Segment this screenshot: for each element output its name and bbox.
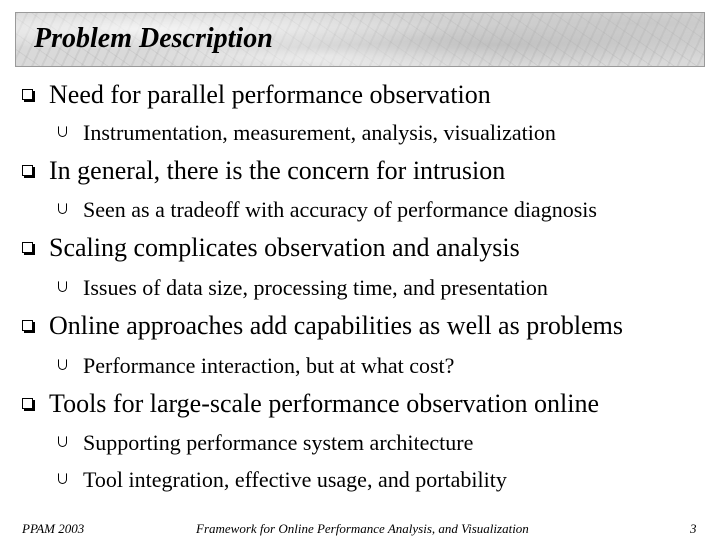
bullet-2-sub-1 — [58, 197, 597, 223]
footer-conference: PPAM 2003 — [22, 521, 85, 536]
square-bullet-icon — [22, 320, 33, 331]
bullet-1-text: Need for parallel performance observation — [49, 80, 491, 109]
bullet-2-sub-1-text: Seen as a tradeoff with accuracy of performance diagnosis — [83, 197, 597, 222]
bullet-3 — [22, 233, 520, 263]
bullet-1-sub-1 — [58, 120, 556, 146]
bullet-5 — [22, 389, 599, 419]
bullet-2-text: In general, there is the concern for intrusion — [49, 156, 506, 185]
square-bullet-icon — [22, 242, 33, 253]
bullet-4-text: Online approaches add capabilities as well as problems — [49, 311, 623, 340]
round-bullet-icon — [58, 473, 67, 484]
round-bullet-icon — [58, 281, 67, 292]
bullet-5-sub-2-text: Tool integration, effective usage, and portability — [83, 467, 507, 492]
bullet-3-sub-1-text: Issues of data size, processing time, and presentation — [83, 275, 548, 300]
bullet-1-sub-1-text: Instrumentation, measurement, analysis, visualization — [83, 120, 556, 145]
round-bullet-icon — [58, 203, 67, 214]
bullet-5-sub-1 — [58, 430, 473, 456]
bullet-4 — [22, 311, 623, 341]
round-bullet-icon — [58, 126, 67, 137]
square-bullet-icon — [22, 398, 33, 409]
bullet-5-sub-2 — [58, 467, 507, 493]
square-bullet-icon — [22, 165, 33, 176]
bullet-5-sub-1-text: Supporting performance system architecture — [83, 430, 474, 455]
round-bullet-icon — [58, 436, 67, 447]
footer-title: Framework for Online Performance Analysis, and Visualization — [196, 521, 529, 536]
bullet-1 — [22, 80, 491, 110]
bullet-4-sub-1 — [58, 353, 454, 379]
slide-title: Problem Description — [34, 23, 273, 54]
footer-page-number: 3 — [690, 521, 697, 536]
bullet-3-sub-1 — [58, 275, 548, 301]
square-bullet-icon — [22, 89, 33, 100]
bullet-5-text: Tools for large-scale performance observation online — [49, 389, 599, 418]
bullet-4-sub-1-text: Performance interaction, but at what cost? — [83, 353, 455, 378]
bullet-2 — [22, 156, 505, 186]
bullet-3-text: Scaling complicates observation and analysis — [49, 233, 520, 262]
round-bullet-icon — [58, 359, 67, 370]
